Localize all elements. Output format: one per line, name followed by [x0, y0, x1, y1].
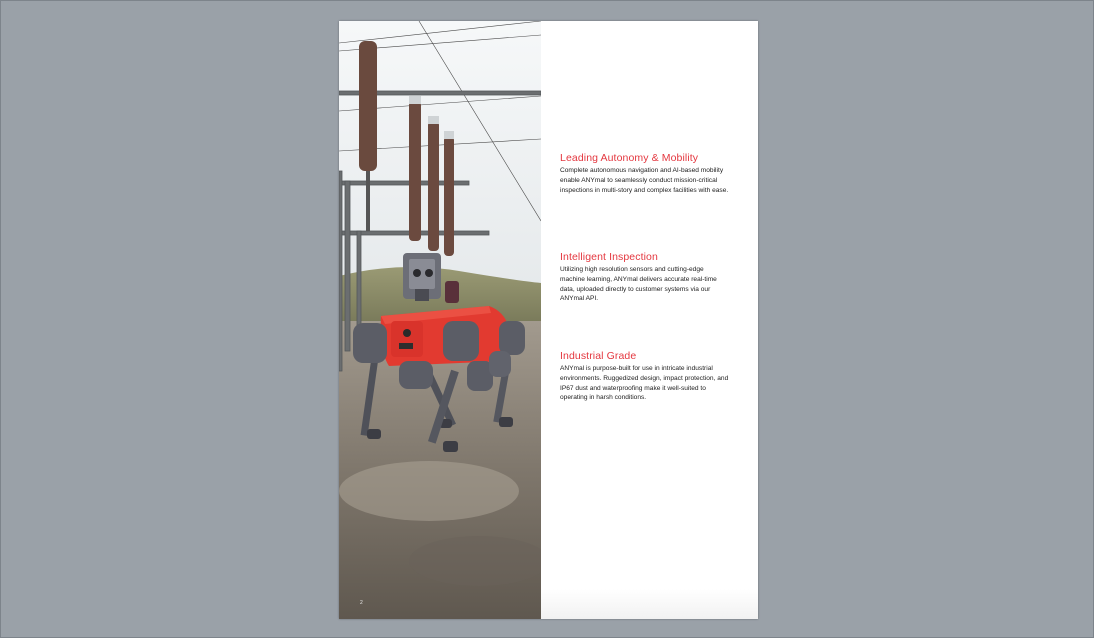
section-body: ANYmal is purpose-built for use in intricate industrial environments. Ruggedized design, impact protection, and IP67 dust and waterproofing make it well-suited to operating in harsh conditions.	[560, 365, 729, 402]
document-page	[339, 21, 758, 619]
section-body: Complete autonomous navigation and AI-based mobility enable ANYmal to seamlessly conduct mission-critical inspections in multi-story and complex facilities with ease.	[560, 167, 729, 194]
section-body: Utilizing high resolution sensors and cutting-edge machine learning, ANYmal delivers accurate real-time data, uploaded directly to customer systems via our ANYmal API.	[560, 266, 717, 303]
section-title: Leading Autonomy & Mobility	[560, 152, 699, 164]
section-title: Intelligent Inspection	[560, 251, 658, 263]
page-number: 2	[360, 600, 363, 606]
section-industrial	[560, 350, 730, 403]
section-inspection	[560, 251, 730, 304]
page-footer-shade	[541, 589, 758, 619]
section-autonomy	[560, 152, 730, 195]
robot-substation-photo	[339, 21, 541, 619]
section-title: Industrial Grade	[560, 350, 637, 362]
